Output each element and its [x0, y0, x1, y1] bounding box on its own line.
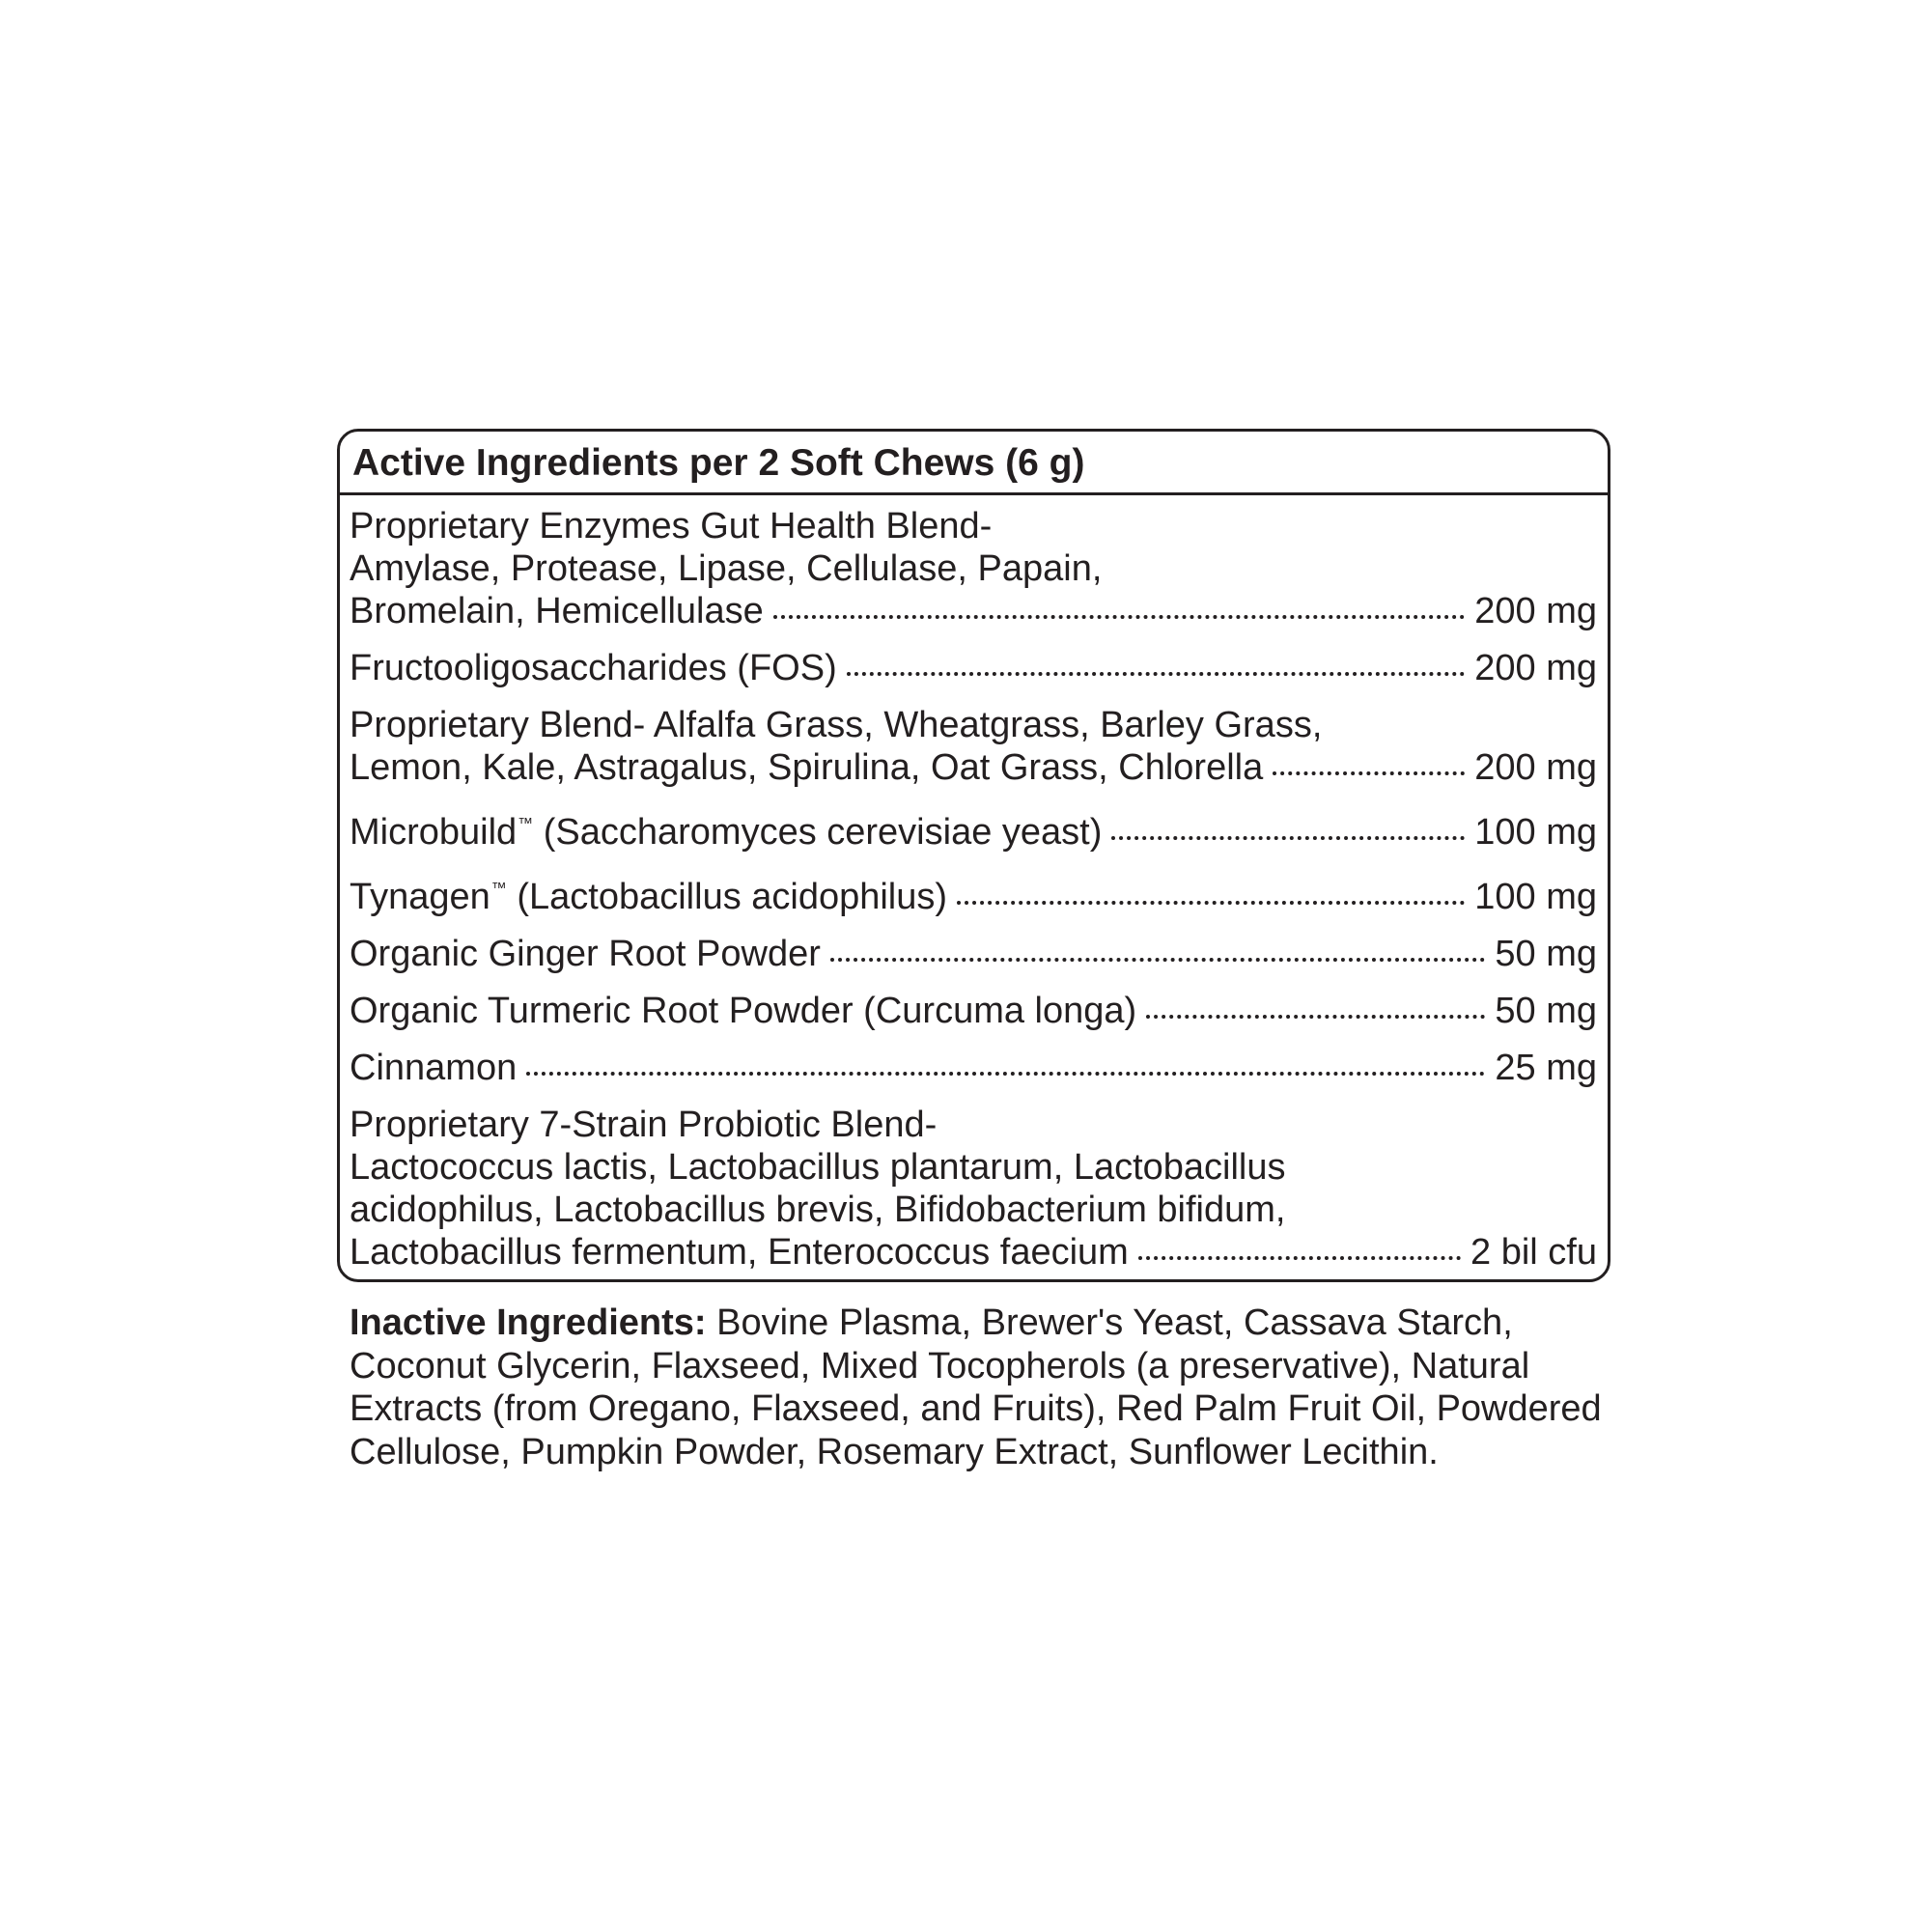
ingredient-row [350, 990, 1597, 1032]
inactive-ingredients-label: Inactive Ingredients: [350, 1302, 707, 1343]
ingredient-line: Proprietary Enzymes Gut Health Blend- [350, 506, 993, 546]
ingredient-detail: (Lactobacillus acidophilus) [506, 877, 948, 917]
dot-leader [1111, 836, 1465, 840]
active-ingredients-title: Active Ingredients per 2 Soft Chews (6 g) [340, 432, 1608, 495]
ingredient-amount: 25 mg [1495, 1048, 1597, 1088]
ingredient-detail: (Saccharomyces cerevisiae yeast) [533, 812, 1103, 853]
ingredient-name: Lemon, Kale, Astragalus, Spirulina, Oat Grass, Chlorella [350, 747, 1264, 788]
ingredient-amount: 50 mg [1495, 934, 1597, 974]
trademark-mark: ™ [490, 881, 507, 897]
ingredient-row [350, 803, 1597, 854]
ingredient-line: acidophilus, Lactobacillus brevis, Bifidobacterium bifidum, [350, 1190, 1286, 1230]
ingredient-amount: 200 mg [1474, 747, 1597, 788]
dot-leader [830, 958, 1485, 962]
inactive-ingredients [350, 1302, 1605, 1473]
dot-leader [1138, 1256, 1461, 1260]
dot-leader [957, 901, 1465, 905]
ingredient-row [350, 933, 1597, 975]
ingredient-name: Cinnamon [350, 1048, 518, 1088]
dot-leader [773, 615, 1466, 619]
ingredient-name: Tynagen [350, 877, 490, 917]
dot-leader [1273, 771, 1465, 775]
dot-leader [847, 672, 1466, 676]
inactive-ingredients-text: Bovine Plasma, Brewer's Yeast, Cassava Starch, Coconut Glycerin, Flaxseed, Mixed Tocopherols (a preservative), Natural Extracts (from Oregano, Flaxseed, and Fruits), Red Palm Fruit Oil, Powdered Cellulose, Pumpkin Powder, Rosemary Extract, Sunflower Lecithin. [350, 1302, 1602, 1472]
ingredient-name: Lactobacillus fermentum, Enterococcus faecium [350, 1232, 1129, 1273]
ingredient-amount: 200 mg [1474, 648, 1597, 688]
ingredient-line: Lactococcus lactis, Lactobacillus plantarum, Lactobacillus [350, 1147, 1286, 1188]
ingredient-name: Bromelain, Hemicellulase [350, 591, 764, 631]
ingredient-row [350, 1104, 1597, 1274]
ingredient-name: Organic Turmeric Root Powder (Curcuma longa) [350, 991, 1137, 1031]
ingredient-amount: 100 mg [1474, 877, 1597, 917]
dot-leader [526, 1072, 1485, 1076]
ingredient-amount: 100 mg [1474, 812, 1597, 853]
ingredient-name: Fructooligosaccharides (FOS) [350, 648, 837, 688]
ingredient-amount: 2 bil cfu [1470, 1232, 1597, 1273]
ingredient-name: Organic Ginger Root Powder [350, 934, 821, 974]
ingredient-line: Amylase, Protease, Lipase, Cellulase, Papain, [350, 548, 1103, 589]
ingredient-amount: 200 mg [1474, 591, 1597, 631]
ingredient-amount: 50 mg [1495, 991, 1597, 1031]
ingredient-row [350, 868, 1597, 918]
ingredient-list [340, 495, 1608, 1274]
ingredient-row [350, 1047, 1597, 1089]
ingredient-row [350, 505, 1597, 632]
active-ingredients-panel [337, 429, 1610, 1282]
ingredient-row [350, 704, 1597, 789]
ingredient-name: Microbuild [350, 812, 518, 853]
ingredient-line: Proprietary 7-Strain Probiotic Blend- [350, 1105, 938, 1145]
dot-leader [1146, 1015, 1485, 1019]
ingredient-line: Proprietary Blend- Alfalfa Grass, Wheatgrass, Barley Grass, [350, 705, 1323, 745]
ingredient-row [350, 647, 1597, 689]
trademark-mark: ™ [518, 816, 534, 832]
